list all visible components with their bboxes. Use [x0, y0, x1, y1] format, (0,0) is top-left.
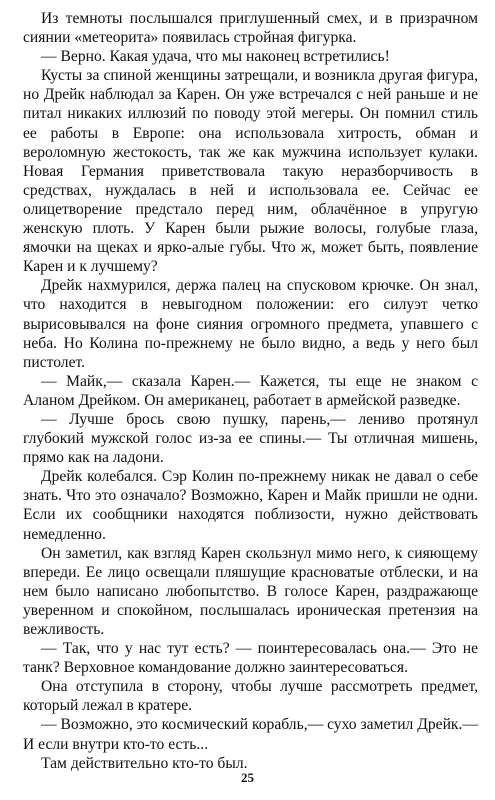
paragraph: — Лучше брось свою пушку, парень,— лениво протянул глубокий мужской голос из-за ее спины.— Ты отличная мишень, прямо как на ладони. — [23, 410, 478, 467]
paragraph: Кусты за спиной женщины затрещали, и возникла другая фигура, но Дрейк наблюдал за Карен. Он уже встречался с ней раньше и не питал никаких иллюзий по поводу этой мегеры. Он помнил стиль ее работы в Европе: она использовала хитрость, обман и вероломную жестокость, так же как мужчина использует кулаки. Новая Германия приветствовала такую неразборчивость в средствах, нуждалась в ней и использовала ее. Сейчас ее олицетворение предстало перед ним, облачённое в упругую женскую плоть. У Карен были рыжие волосы, голубые глаза, ямочки на щеках и ярко-алые губы. Что ж, может быть, появление Карен и к лучшему? — [23, 67, 478, 276]
page-number: 25 — [241, 770, 254, 785]
paragraph: Дрейк колебался. Сэр Колин по-прежнему никак не давал о себе знать. Что это означало? Возможно, Карен и Майк пришли не одни. Если их сообщники находятся поблизости, нужно действовать немедленно. — [23, 468, 478, 543]
paragraph: Она отступила в сторону, чтобы лучше рассмотреть предмет, который лежал в кратере. — [23, 678, 478, 715]
page-text — [23, 9, 478, 773]
paragraph: — Так, что у нас тут есть? — поинтересовалась она.— Это не танк? Верховное командование должно заинтересоваться. — [23, 640, 478, 677]
paragraph: — Майк,— сказала Карен.— Кажется, ты еще не знаком с Аланом Дрейком. Он американец, работает в армейской разведке. — [23, 372, 478, 409]
paragraph: — Возможно, это космический корабль,— сухо заметил Дрейк.— И если внутри кто-то есть... — [23, 716, 478, 753]
paragraph: Он заметил, как взгляд Карен скользнул мимо него, к сияющему впереди. Ее лицо освещали пляшущие красноватые отблески, и на нем было написано любопытство. В голосе Карен, раздражающе уверенном и спокойном, послышалась ироническая претензия на вежливость. — [23, 544, 478, 638]
paragraph: Там действительно кто-то был. — [41, 754, 248, 772]
paragraph: Из темноты послышался приглушенный смех, и в призрачном сиянии «метеорита» появилась стройная фигурка. — [23, 10, 478, 47]
paragraph: Дрейк нахмурился, держа палец на спусковом крючке. Он знал, что находится в невыгодном положении: его силуэт четко вырисовывался на фоне сияния огромного предмета, упавшего с неба. Но Колина по-прежнему не было видно, а ведь у него был пистолет. — [23, 277, 478, 371]
paragraph: — Верно. Какая удача, что мы наконец встретились! — [41, 48, 390, 66]
